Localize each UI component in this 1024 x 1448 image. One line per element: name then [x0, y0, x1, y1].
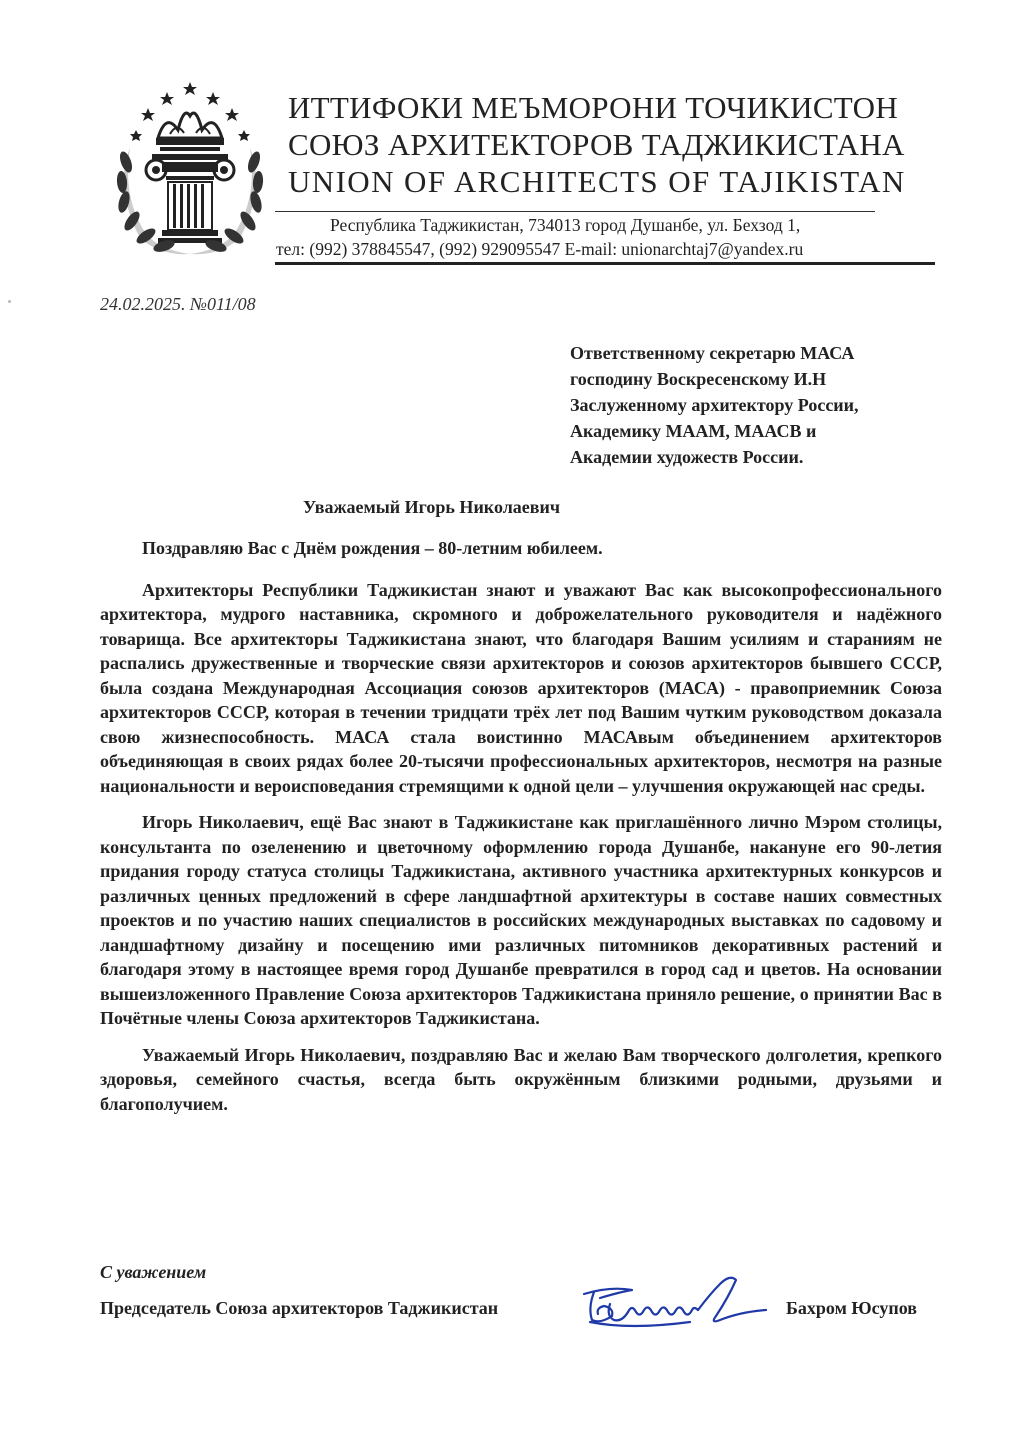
- contact-line: тел: (992) 378845547, (992) 929095547 E-mail: unionarchtaj7@yandex.ru: [276, 239, 804, 259]
- signer-title: Председатель Союза архитекторов Таджикистан: [100, 1298, 499, 1318]
- body-paragraph: Уважаемый Игорь Николаевич, поздравляю Вас и желаю Вам творческого долголетия, крепкого здоровья, семейного счастья, всегда быть окружённым близкими родными, друзьями и благополучием.: [100, 1044, 942, 1114]
- signer-name: Бахром Юсупов: [786, 1298, 917, 1318]
- recipient-line: Ответственному секретарю МАСА: [570, 343, 855, 363]
- recipient-line: Заслуженному архитектору России,: [570, 395, 859, 415]
- org-name-english: UNION OF ARCHITECTS OF TAJIKISTAN: [288, 164, 906, 199]
- org-name-tajik: ИТТИФОКИ МЕЪМОРОНИ ТОЧИКИСТОН: [288, 90, 899, 125]
- org-name-russian: СОЮЗ АРХИТЕКТОРОВ ТАДЖИКИСТАНА: [288, 127, 905, 162]
- recipient-line: Академии художеств России.: [570, 447, 804, 467]
- address-line: Республика Таджикистан, 734013 город Душанбе, ул. Бехзод 1,: [330, 215, 801, 235]
- recipient-line: господину Воскресенскому И.Н: [570, 369, 827, 389]
- letterhead-divider-thick: [275, 262, 935, 265]
- body-paragraph: Архитекторы Республики Таджикистан знают и уважают Вас как высокопрофессионального архитектора, мудрого наставника, скромного и доброжелательного руководителя и надёжного товарища. Все архитекторы Таджикистана знают, что благодаря Вашим усилиям и стараниям не распались дружественные и творческие связи архитекторов и союзов архитекторов бывшего СССР, была создана Международная Ассоциация союзов архитекторов (МАСА) - правоприемник Союза архитекторов СССР, которая в течении тридцати трёх лет под Вашим чутким руководством доказала свою жизнеспособность. МАСА стала воистинно МАСАвым объединением архитекторов объединяющая в своих рядах более 20-тысячи профессиональных архитекторов, несмотря на разные национальности и вероисповедания стремящими к одной цели – улучшения окружающей нас среды.: [100, 579, 942, 796]
- scan-speck: [8, 300, 11, 303]
- letter-body: [100, 536, 942, 1128]
- letterhead-divider-thin: [275, 211, 875, 212]
- body-paragraph: Игорь Николаевич, ещё Вас знают в Таджикистане как приглашённого лично Мэром столицы, консультанта по озеленению и цветочному оформлению города Душанбе, накануне его 90-летия придания городу статуса столицы Таджикистана, активного участника архитектурных конкурсов и различных ценных предложений в сфере ландшафтной архитектуры в составе наших совместных проектов и по участию наших специалистов в российских международных выставках по садовому и ландшафтному дизайну и посещению ими различных питомников декоративных растений и благодаря этому в настоящее время город Душанбе превратился в город сад и цветов. На основании вышеизложенного Правление Союза архитекторов Таджикистана приняло решение, о принятии Вас в Почётные члены Союза архитекторов Таджикистана.: [100, 812, 942, 1028]
- recipient-line: Академику МААМ, МААСВ и: [570, 421, 817, 441]
- crown-column-wreath-emblem-icon: [100, 78, 280, 258]
- handwritten-signature-icon: [570, 1264, 780, 1344]
- salutation: Уважаемый Игорь Николаевич: [303, 497, 561, 517]
- recipient-block: [570, 340, 970, 470]
- closing-regards: С уважением: [100, 1262, 207, 1282]
- document-date-number: 24.02.2025. №011/08: [100, 294, 256, 314]
- greeting-line: Поздравляю Вас с Днём рождения – 80-летним юбилеем.: [142, 538, 603, 558]
